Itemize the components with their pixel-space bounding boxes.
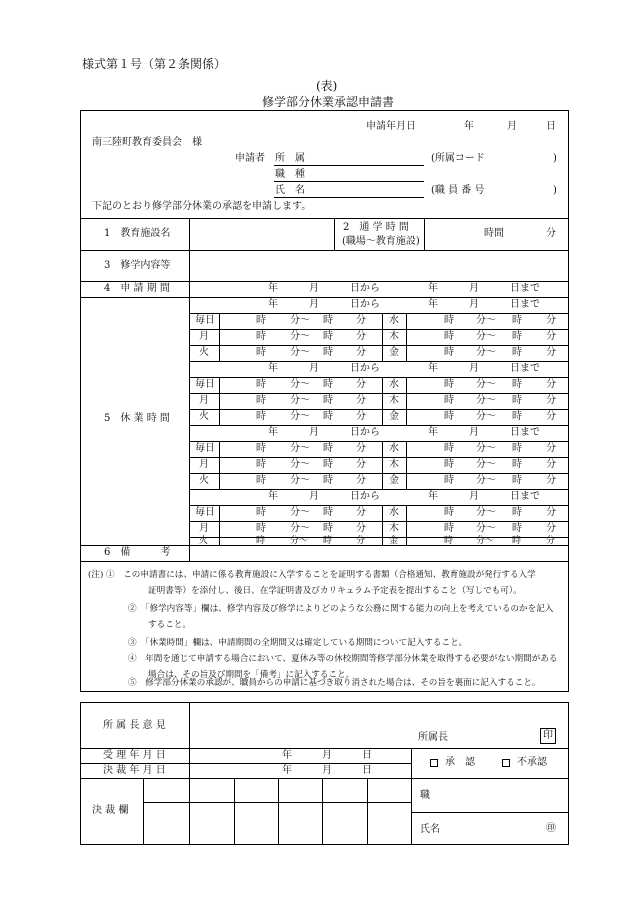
hour-unit: 時 <box>512 536 522 546</box>
block-period-year: 年 <box>428 427 438 438</box>
hour-unit: 時 <box>256 347 266 358</box>
minute-tilde-unit: 分～ <box>476 507 496 518</box>
minute-unit: 分 <box>356 507 366 518</box>
day-cell: 毎日 <box>195 315 215 326</box>
hour-unit: 時 <box>256 331 266 342</box>
hour-unit: 時 <box>512 507 522 518</box>
minute-tilde-unit: 分～ <box>476 411 496 422</box>
block-period-year: 年 <box>268 427 278 438</box>
minute-unit: 分 <box>546 523 556 534</box>
day-cell: 月 <box>199 523 209 534</box>
block-period-from: 日から <box>350 491 380 502</box>
affiliation-label: 所 属 <box>275 153 305 164</box>
day-cell: 水 <box>389 443 399 454</box>
minute-unit: 分 <box>356 379 366 390</box>
leave-time-label: 5 休 業 時 間 <box>104 413 170 424</box>
hour-unit: 時 <box>256 536 266 546</box>
minute-unit: 分 <box>356 395 366 406</box>
seal-circle-icon: ㊞ <box>546 823 556 834</box>
hour-unit: 時 <box>444 443 454 454</box>
decision-column-label: 決 裁 欄 <box>92 805 129 816</box>
hour-unit: 時 <box>512 315 522 326</box>
minute-tilde-unit: 分～ <box>290 347 310 358</box>
hour-unit: 時 <box>323 411 333 422</box>
minute-tilde-unit: 分～ <box>290 331 310 342</box>
day-cell: 火 <box>199 536 209 546</box>
block-period-month: 月 <box>469 363 479 374</box>
day-cell: 毎日 <box>195 379 215 390</box>
hour-unit: 時 <box>323 507 333 518</box>
minute-tilde-unit: 分～ <box>290 475 310 486</box>
commute-minutes: 分 <box>546 228 556 239</box>
minute-tilde-unit: 分～ <box>476 459 496 470</box>
hour-unit: 時 <box>323 475 333 486</box>
commute-label-2: (職場～教育施設) <box>342 236 420 247</box>
minute-tilde-unit: 分～ <box>290 395 310 406</box>
period-start-month: 月 <box>309 283 319 294</box>
day-cell: 毎日 <box>195 507 215 518</box>
received-day: 日 <box>362 750 372 761</box>
period-start-from: 日から <box>350 283 380 294</box>
supervisor-opinion-label: 所 属 長 意 見 <box>103 720 166 731</box>
day-cell: 水 <box>389 507 399 518</box>
hour-unit: 時 <box>444 331 454 342</box>
commute-hours: 時間 <box>484 228 504 239</box>
minute-tilde-unit: 分～ <box>290 523 310 534</box>
day-cell: 金 <box>389 347 399 358</box>
minute-tilde-unit: 分～ <box>290 443 310 454</box>
day-cell: 毎日 <box>195 443 215 454</box>
hour-unit: 時 <box>323 331 333 342</box>
hour-unit: 時 <box>512 379 522 390</box>
block-period-month: 月 <box>309 491 319 502</box>
period-end-month: 月 <box>469 283 479 294</box>
disapprove-checkbox[interactable] <box>502 759 510 767</box>
day-cell: 月 <box>199 459 209 470</box>
minute-unit: 分 <box>356 315 366 326</box>
employee-number-close: ) <box>553 185 557 196</box>
hour-unit: 時 <box>256 459 266 470</box>
period-label: 4 申 請 期 間 <box>104 283 170 294</box>
hour-unit: 時 <box>444 523 454 534</box>
minute-unit: 分 <box>546 507 556 518</box>
minute-unit: 分 <box>546 395 556 406</box>
form-number: 様式第１号（第２条関係） <box>82 57 227 71</box>
approve-checkbox[interactable] <box>430 759 438 767</box>
minute-tilde-unit: 分～ <box>476 536 495 546</box>
hour-unit: 時 <box>444 395 454 406</box>
hour-unit: 時 <box>512 411 522 422</box>
block-period-until: 日まで <box>510 491 540 502</box>
block-period-month: 月 <box>469 299 479 310</box>
addressee: 南三陸町教育委員会 様 <box>92 137 202 148</box>
note-line: ② 「修学内容等」欄は、修学内容及び修学によりどのような公務に関する能力の向上を考えているのかを記入 <box>128 604 554 614</box>
minute-unit: 分 <box>546 443 556 454</box>
block-period-until: 日まで <box>510 427 540 438</box>
minute-unit: 分 <box>356 536 366 546</box>
hour-unit: 時 <box>444 475 454 486</box>
hour-unit: 時 <box>256 523 266 534</box>
hour-unit: 時 <box>323 379 333 390</box>
hour-unit: 時 <box>323 443 333 454</box>
day-cell: 月 <box>199 395 209 406</box>
hour-unit: 時 <box>512 395 522 406</box>
minute-unit: 分 <box>546 536 556 546</box>
decision-year: 年 <box>282 765 292 776</box>
note-line: ④ 年間を通じて申請する場合において、夏休み等の休校期間等修学部分休業を取得する必要がない期間がある <box>128 654 558 664</box>
hour-unit: 時 <box>323 459 333 470</box>
application-year: 年 <box>464 121 474 132</box>
hour-unit: 時 <box>512 347 522 358</box>
hour-unit: 時 <box>256 507 266 518</box>
minute-tilde-unit: 分～ <box>476 475 496 486</box>
affiliation-code-label: (所属コード <box>431 153 485 164</box>
day-cell: 火 <box>199 475 209 486</box>
minute-tilde-unit: 分～ <box>476 379 496 390</box>
block-period-from: 日から <box>350 299 380 310</box>
note-line: (注) ① この申請書には、申請に係る教育施設に入学することを証明する書類（合格通知、教育施設が発行する入学 <box>88 570 536 580</box>
minute-unit: 分 <box>356 523 366 534</box>
received-year: 年 <box>282 750 292 761</box>
day-cell: 火 <box>199 411 209 422</box>
day-cell: 木 <box>389 331 399 342</box>
decision-date-label: 決 裁 年 月 日 <box>103 765 166 776</box>
day-cell: 水 <box>389 315 399 326</box>
minute-tilde-unit: 分～ <box>290 536 309 546</box>
position-label: 職 種 <box>275 169 305 180</box>
hour-unit: 時 <box>323 347 333 358</box>
minute-unit: 分 <box>356 443 366 454</box>
block-period-year: 年 <box>268 299 278 310</box>
minute-tilde-unit: 分～ <box>290 315 310 326</box>
minute-tilde-unit: 分～ <box>476 315 496 326</box>
block-period-month: 月 <box>469 427 479 438</box>
minute-unit: 分 <box>356 347 366 358</box>
minute-unit: 分 <box>356 331 366 342</box>
hour-unit: 時 <box>323 536 333 546</box>
block-period-month: 月 <box>469 491 479 502</box>
study-content-label: 3 修学内容等 <box>104 260 171 271</box>
application-day: 日 <box>546 121 556 132</box>
page-title: 修学部分休業承認申請書 <box>262 95 395 109</box>
hour-unit: 時 <box>444 459 454 470</box>
day-cell: 木 <box>389 459 399 470</box>
minute-tilde-unit: 分～ <box>290 507 310 518</box>
application-date-label: 申請年月日 <box>366 121 416 132</box>
minute-tilde-unit: 分～ <box>290 459 310 470</box>
hour-unit: 時 <box>323 523 333 534</box>
affiliation-code-close: ) <box>553 153 557 164</box>
employee-number-label: (職 員 番 号 <box>431 185 485 196</box>
block-period-from: 日から <box>350 427 380 438</box>
hour-unit: 時 <box>512 459 522 470</box>
day-cell: 金 <box>389 536 399 546</box>
name-label: 氏 名 <box>275 185 305 196</box>
note-line: 証明書等）を添付し、後日、在学証明書及びカリキュラム予定表を提出すること（写しでも可）。 <box>148 586 522 596</box>
minute-tilde-unit: 分～ <box>290 379 310 390</box>
supervisor-label: 所属長 <box>418 732 448 743</box>
block-period-year: 年 <box>268 363 278 374</box>
application-month: 月 <box>507 121 517 132</box>
disapprove-label: 不承認 <box>517 757 547 768</box>
minute-unit: 分 <box>356 411 366 422</box>
received-date-label: 受 理 年 月 日 <box>103 750 166 761</box>
hour-unit: 時 <box>323 315 333 326</box>
minute-unit: 分 <box>546 379 556 390</box>
day-cell: 木 <box>389 395 399 406</box>
day-cell: 金 <box>389 475 399 486</box>
minute-tilde-unit: 分～ <box>290 411 310 422</box>
hour-unit: 時 <box>444 507 454 518</box>
period-end-until: 日まで <box>510 283 540 294</box>
minute-tilde-unit: 分～ <box>476 395 496 406</box>
approver-name-label: 氏名 <box>420 824 440 835</box>
seal-box <box>540 728 556 744</box>
hour-unit: 時 <box>444 536 454 546</box>
decision-day: 日 <box>362 765 372 776</box>
block-period-until: 日まで <box>510 363 540 374</box>
block-period-month: 月 <box>309 363 319 374</box>
block-period-year: 年 <box>428 299 438 310</box>
block-period-until: 日まで <box>510 299 540 310</box>
hour-unit: 時 <box>256 475 266 486</box>
request-text: 下記のとおり修学部分休業の承認を申請します。 <box>92 201 312 212</box>
approve-label: 承 認 <box>445 757 475 768</box>
note-line: ⑤ 修学部分休業の承認が、職員からの申請に基づき取り消された場合は、その旨を裏面に記入すること。 <box>128 678 541 688</box>
hour-unit: 時 <box>256 443 266 454</box>
commute-label-1: 2 通 学 時 間 <box>343 222 409 233</box>
facility-label: 1 教育施設名 <box>104 228 171 239</box>
block-period-year: 年 <box>268 491 278 502</box>
minute-unit: 分 <box>546 475 556 486</box>
hour-unit: 時 <box>256 395 266 406</box>
hour-unit: 時 <box>256 315 266 326</box>
hour-unit: 時 <box>512 443 522 454</box>
minute-unit: 分 <box>546 411 556 422</box>
minute-unit: 分 <box>546 331 556 342</box>
hour-unit: 時 <box>512 331 522 342</box>
note-line: すること。 <box>148 620 191 630</box>
minute-tilde-unit: 分～ <box>476 347 496 358</box>
applicant-label: 申請者 <box>235 153 265 164</box>
side-label: (表) <box>316 79 338 93</box>
minute-unit: 分 <box>546 315 556 326</box>
day-cell: 木 <box>389 523 399 534</box>
hour-unit: 時 <box>256 379 266 390</box>
approver-title-label: 職 <box>420 790 430 801</box>
minute-tilde-unit: 分～ <box>476 443 496 454</box>
day-cell: 月 <box>199 331 209 342</box>
hour-unit: 時 <box>256 411 266 422</box>
seal-label: 印 <box>543 730 553 741</box>
minute-unit: 分 <box>546 459 556 470</box>
day-cell: 水 <box>389 379 399 390</box>
period-end-year: 年 <box>428 283 438 294</box>
hour-unit: 時 <box>444 379 454 390</box>
hour-unit: 時 <box>512 523 522 534</box>
block-period-year: 年 <box>428 363 438 374</box>
hour-unit: 時 <box>444 411 454 422</box>
hour-unit: 時 <box>444 347 454 358</box>
minute-tilde-unit: 分～ <box>476 523 496 534</box>
hour-unit: 時 <box>512 475 522 486</box>
remarks-label: 6 備 考 <box>104 547 171 558</box>
minute-unit: 分 <box>356 459 366 470</box>
hour-unit: 時 <box>444 315 454 326</box>
minute-unit: 分 <box>356 475 366 486</box>
block-period-from: 日から <box>350 363 380 374</box>
note-line: 場合は、その旨及び期間を「備考」に記入すること。 <box>148 670 355 680</box>
received-month: 月 <box>322 750 332 761</box>
minute-tilde-unit: 分～ <box>476 331 496 342</box>
period-start-year: 年 <box>268 283 278 294</box>
block-period-month: 月 <box>309 427 319 438</box>
decision-month: 月 <box>322 765 332 776</box>
note-line: ③ 「休業時間」欄は、申請期間の全期間又は確定している期間について記入すること。 <box>128 638 468 648</box>
day-cell: 金 <box>389 411 399 422</box>
minute-unit: 分 <box>546 347 556 358</box>
day-cell: 火 <box>199 347 209 358</box>
hour-unit: 時 <box>323 395 333 406</box>
block-period-year: 年 <box>428 491 438 502</box>
block-period-month: 月 <box>309 299 319 310</box>
